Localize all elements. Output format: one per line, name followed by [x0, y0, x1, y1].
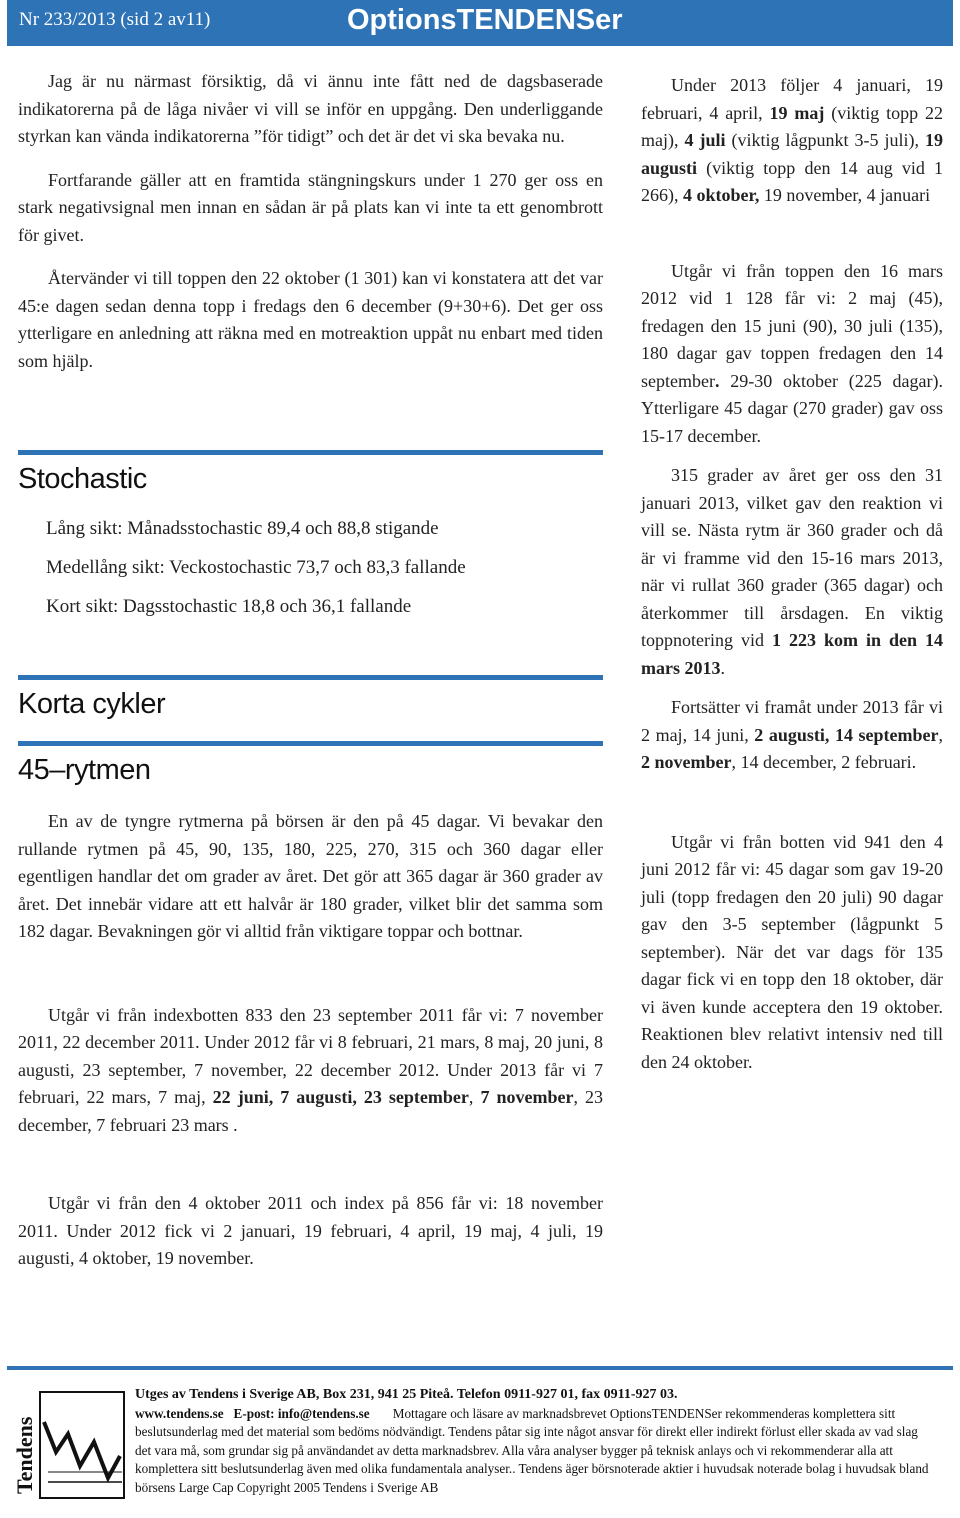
text-run: Utgår vi från toppen den 16 mars 2012 vid 1 128 får vi: 2 maj (45), fredagen den 15 juni (90), 30 juli (135), 180 dagar gav toppen fredagen den 14 september [641, 260, 943, 391]
paragraph [18, 1002, 603, 1140]
text-run: 315 grader av året ger oss den 31 januari 2013, vilket gav den reaktion vi vill se. Nästa rytm är 360 grader och då är vi framme vid den 15-16 mars 2013, när vi rullat 360 grader (365 dagar) och återkommer till årsdagen. En viktig toppnotering vid [641, 465, 943, 650]
text-run: Fortsätter vi framåt under 2013 får vi 2 maj, 14 juni, [641, 697, 943, 745]
text-run: (viktig lågpunkt 3-5 juli), [725, 130, 925, 150]
footer-body [135, 1405, 935, 1498]
stochastic-short: Kort sikt: Dagsstochastic 18,8 och 36,1 fallande [46, 596, 412, 617]
disclaimer: Mottagare och läsare av marknadsbrevet OptionsTENDENSer rekommenderas komplettera sitt beslutsunderlag med det material som bedöms nödvändigt. Tendens påtar sig inte något ansvar för direkt eller indirekt förlust eller skada av vad slag det vara må, som grundar sig på användandet av detta marknadsbrev. Alla våra analyser bygger på teknisk anlays och vi rekommenderar alla att komplettera sitt beslutsunderlag även med olika fundamentala analyser.. Tendens äger börsnoterade aktier i huvudsak noterade bolag i huvudsak bland börsens Large Cap Copyright 2005 Tendens i Sverige AB [135, 1405, 929, 1495]
text-run-bold: 7 november [480, 1087, 574, 1107]
paragraph: Jag är nu närmast försiktig, då vi ännu inte fått ned de dagsbaserade indikatorerna på de låga nivåer vi vill se inför en uppgång. Den underliggande styrkan kan vända indikatorerna ”för tidigt” och det är det vi ska bevaka nu. [18, 71, 603, 146]
text-run: Utgår vi från indexbotten 833 den 23 september 2011 får vi: 7 november 2011, 22 december 2011. Under 2012 får vi 8 februari, 21 mars, 8 maj, 20 juni, 8 augusti, 23 september, 7 november, 22 december 2012. Under 2013 får vi 7 februari, 22 mars, 7 maj, [18, 1004, 603, 1107]
issue-number: Nr 233/2013 (sid 2 av11) [19, 9, 211, 30]
text-run: (viktig topp 22 maj), [641, 102, 943, 150]
text-run-bold: 2 augusti, 14 september [754, 724, 939, 745]
text-run: (viktig topp den 14 aug vid 1 266), [641, 157, 943, 205]
text-run-bold: 19 maj [769, 102, 825, 123]
section-title: Stochastic [18, 463, 147, 495]
paragraph: Utgår vi från den 4 oktober 2011 och index på 856 får vi: 18 november 2011. Under 2012 fick vi 2 januari, 19 februari, 4 april, 19 maj, 4 juli, 19 augusti, 4 oktober, 19 november. [18, 1193, 603, 1268]
text-run: , [938, 724, 943, 745]
logo-text: Tendens [12, 1416, 37, 1494]
text-run-bold: . [714, 370, 720, 391]
paragraph: En av de tyngre rytmerna på börsen är den på 45 dagar. Vi bevakar den rullande rytmen på 45, 90, 135, 180, 225, 270, 315 och 360 dagar eller egentligen handlar det om grader av året. Det gör att 365 dagar är 360 grader av året. Det innebär vidare att ett halvår är 180 grader, vilket blir det samma som 182 dagar. Bevakningen gör vi alltid från viktigare toppar och bottnar. [18, 811, 603, 941]
section-title: Korta cykler [18, 688, 166, 720]
paragraph: Fortfarande gäller att en framtida stängningskurs under 1 270 ger oss en stark negativsignal men innan en sådan är på plats kan vi inte ta ett genombrott för givet. [18, 169, 603, 245]
text-run-bold: 19 augusti [641, 130, 943, 178]
left-column-bottom [18, 808, 603, 1273]
chart-icon [12, 1382, 128, 1502]
section-title: 45–rytmen [18, 754, 151, 786]
paragraph [641, 462, 943, 682]
text-run: 29-30 oktober (225 dagar). Ytterligare 45 dagar (270 grader) gav oss 15-17 december. [641, 370, 943, 446]
text-run-bold: 22 juni, 7 augusti, 23 september [212, 1087, 469, 1107]
page-header [7, 0, 953, 46]
paragraph: Utgår vi från botten vid 941 den 4 juni 2012 får vi: 45 dagar som gav 19-20 juli (topp fredagen den 20 juli) 90 dagar gav den 3-5 september (lågpunkt 5 september). När det var dags för 135 dagar fick vi en topp den 18 oktober, där vi även kunde acceptera den 19 oktober. Reaktionen blev relativt intensiv ned till den 24 oktober. [641, 831, 943, 1072]
text-run: , [468, 1087, 481, 1107]
stochastic-mid: Medellång sikt: Veckostochastic 73,7 och 83,3 fallande [46, 557, 466, 578]
text-run: , 23 december, 7 februari 23 mars . [18, 1087, 604, 1135]
publisher-line: Utges av Tendens i Sverige AB, Box 231, 941 25 Piteå. Telefon 0911-927 01, fax 0911-927 03. [135, 1387, 678, 1402]
section-korta-cykler [18, 675, 603, 721]
text-run: , 14 december, 2 februari. [731, 752, 917, 772]
website-link[interactable]: www.tendens.se [135, 1405, 224, 1421]
paragraph [641, 694, 943, 777]
paragraph [641, 72, 943, 210]
left-column-top [18, 68, 603, 375]
newsletter-title: OptionsTENDENSer [347, 4, 623, 36]
section-stochastic [18, 450, 603, 496]
email-link[interactable]: E-post: info@tendens.se [233, 1405, 370, 1421]
tendens-logo [12, 1382, 128, 1502]
text-run-bold: 2 november [641, 752, 732, 772]
right-column [641, 72, 943, 1076]
text-run-bold: 1 223 kom in den 14 mars 2013 [641, 630, 943, 678]
text-run-bold: 4 oktober, [683, 185, 760, 205]
stochastic-long: Lång sikt: Månadsstochastic 89,4 och 88,8 stigande [46, 518, 439, 539]
footer-text [135, 1386, 935, 1498]
footer-divider [7, 1366, 953, 1370]
text-run: Under 2013 följer 4 januari, 19 februari, 4 april, [641, 75, 943, 123]
paragraph: Återvänder vi till toppen den 22 oktober (1 301) kan vi konstatera att det var 45:e dagen sedan denna topp i fredags den 6 december (9+30+6). Det ger oss ytterligare en anledning att räkna med en motreaktion uppåt nu enbart med tiden som hjälp. [18, 268, 603, 371]
section-45-rytmen [18, 741, 603, 787]
paragraph [641, 258, 943, 451]
text-run: . [720, 657, 725, 678]
text-run: 19 november, 4 januari [759, 185, 931, 205]
text-run-bold: 4 juli [684, 130, 726, 150]
